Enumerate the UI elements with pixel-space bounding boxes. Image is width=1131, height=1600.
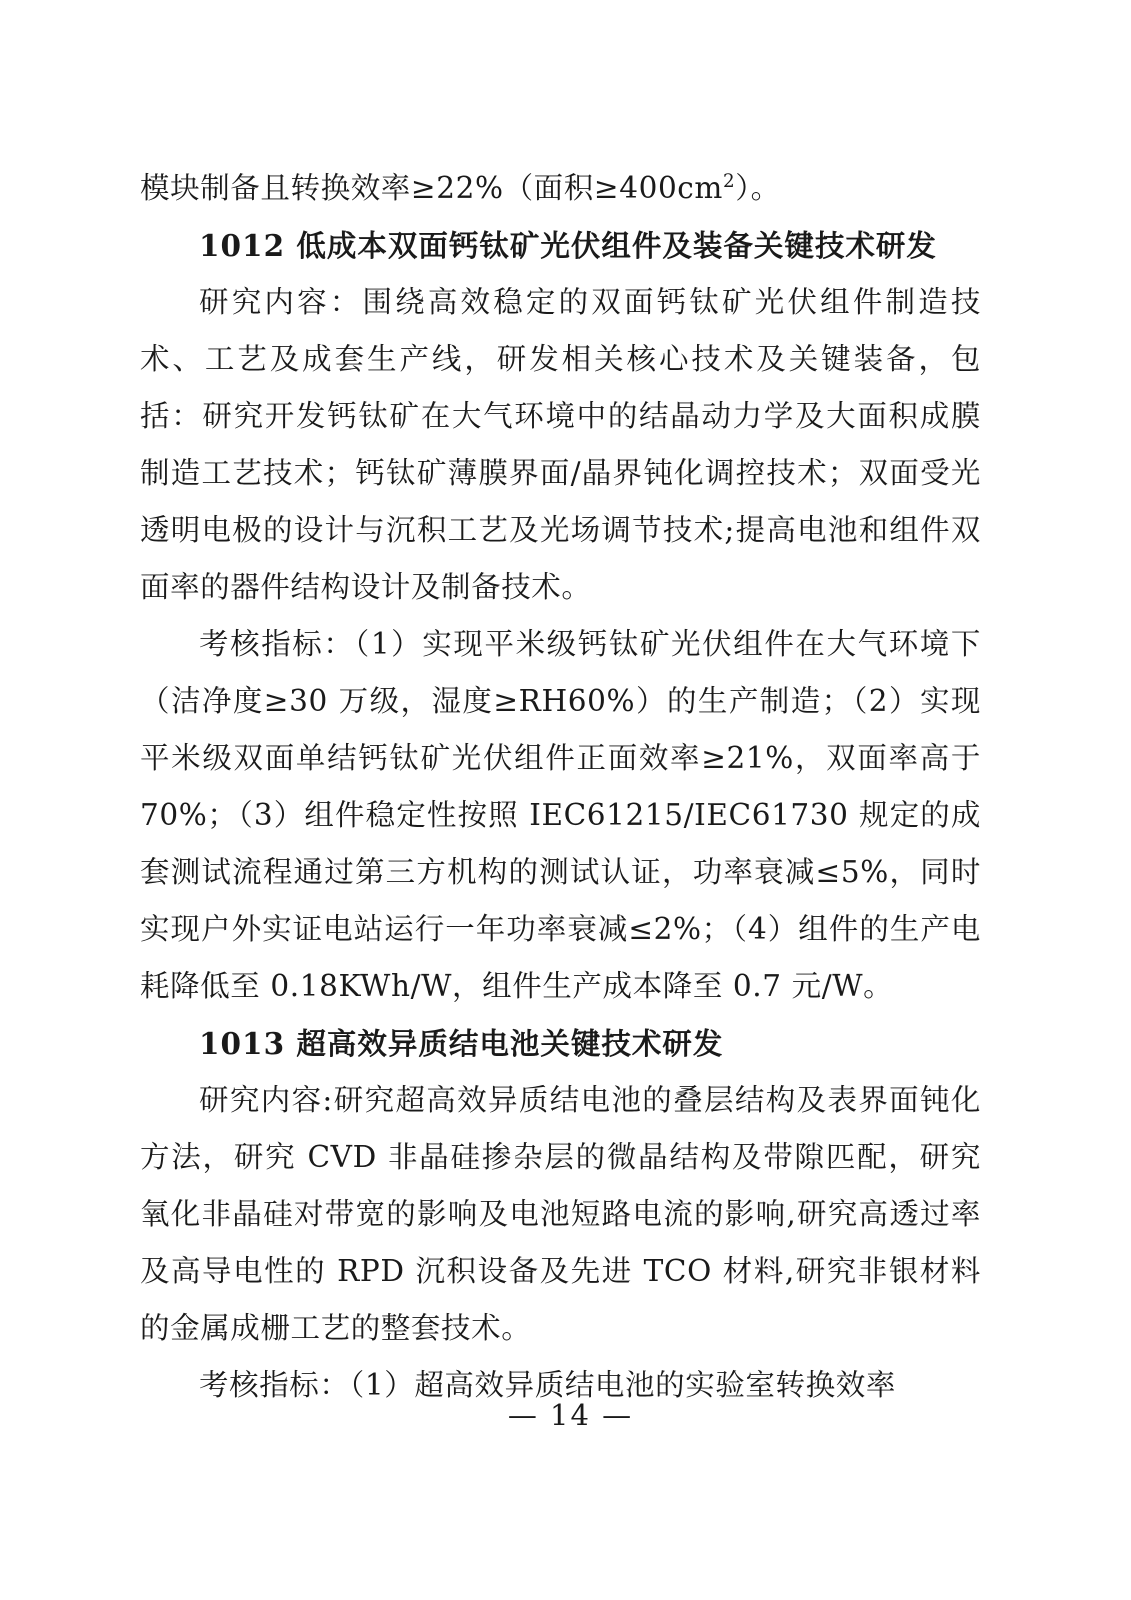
paragraph-module-efficiency-tail: ）。 [735, 171, 781, 205]
paragraph-module-efficiency [140, 160, 981, 217]
page-number-label: — 14 — [507, 1398, 634, 1432]
heading-1013: 1013 超高效异质结电池关键技术研发 [199, 1026, 724, 1061]
paragraph-1013-assessment-index: 考核指标：（1）超高效异质结电池的实验室转换效率 [199, 1368, 896, 1402]
paragraph-module-efficiency-text: 模块制备且转换效率≥22%（面积≥400cm [140, 171, 724, 205]
document-body [140, 160, 981, 1414]
page-number [0, 1398, 1131, 1432]
superscript-area-unit: 2 [723, 171, 736, 193]
paragraph-1012-research-content: 研究内容：围绕高效稳定的双面钙钛矿光伏组件制造技术、工艺及成套生产线，研发相关核心技术及关键装备，包括：研究开发钙钛矿在大气环境中的结晶动力学及大面积成膜制造工艺技术；钙钛矿薄膜界面/晶界钝化调控技术；双面受光透明电极的设计与沉积工艺及光场调节技术;提高电池和组件双面率的器件结构设计及制备技术。 [140, 285, 981, 604]
paragraph-1012-assessment-index: 考核指标：（1）实现平米级钙钛矿光伏组件在大气环境下（洁净度≥30 万级，湿度≥RH60%）的生产制造；（2）实现平米级双面单结钙钛矿光伏组件正面效率≥21%，双面率高于70%；（3）组件稳定性按照 IEC61215/IEC61730 规定的成套测试流程通过第三方机构的测试认证，功率衰减≤5%，同时实现户外实证电站运行一年功率衰减≤2%；（4）组件的生产电耗降低至 0.18KWh/W，组件生产成本降至 0.7 元/W。 [140, 627, 981, 1003]
heading-1012: 1012 低成本双面钙钛矿光伏组件及装备关键技术研发 [199, 228, 937, 263]
paragraph-1013-research-content: 研究内容:研究超高效异质结电池的叠层结构及表界面钝化方法，研究 CVD 非晶硅掺杂层的微晶结构及带隙匹配，研究氧化非晶硅对带宽的影响及电池短路电流的影响,研究高透过率及高导电性的 RPD 沉积设备及先进 TCO 材料,研究非银材料的金属成栅工艺的整套技术。 [140, 1083, 981, 1345]
